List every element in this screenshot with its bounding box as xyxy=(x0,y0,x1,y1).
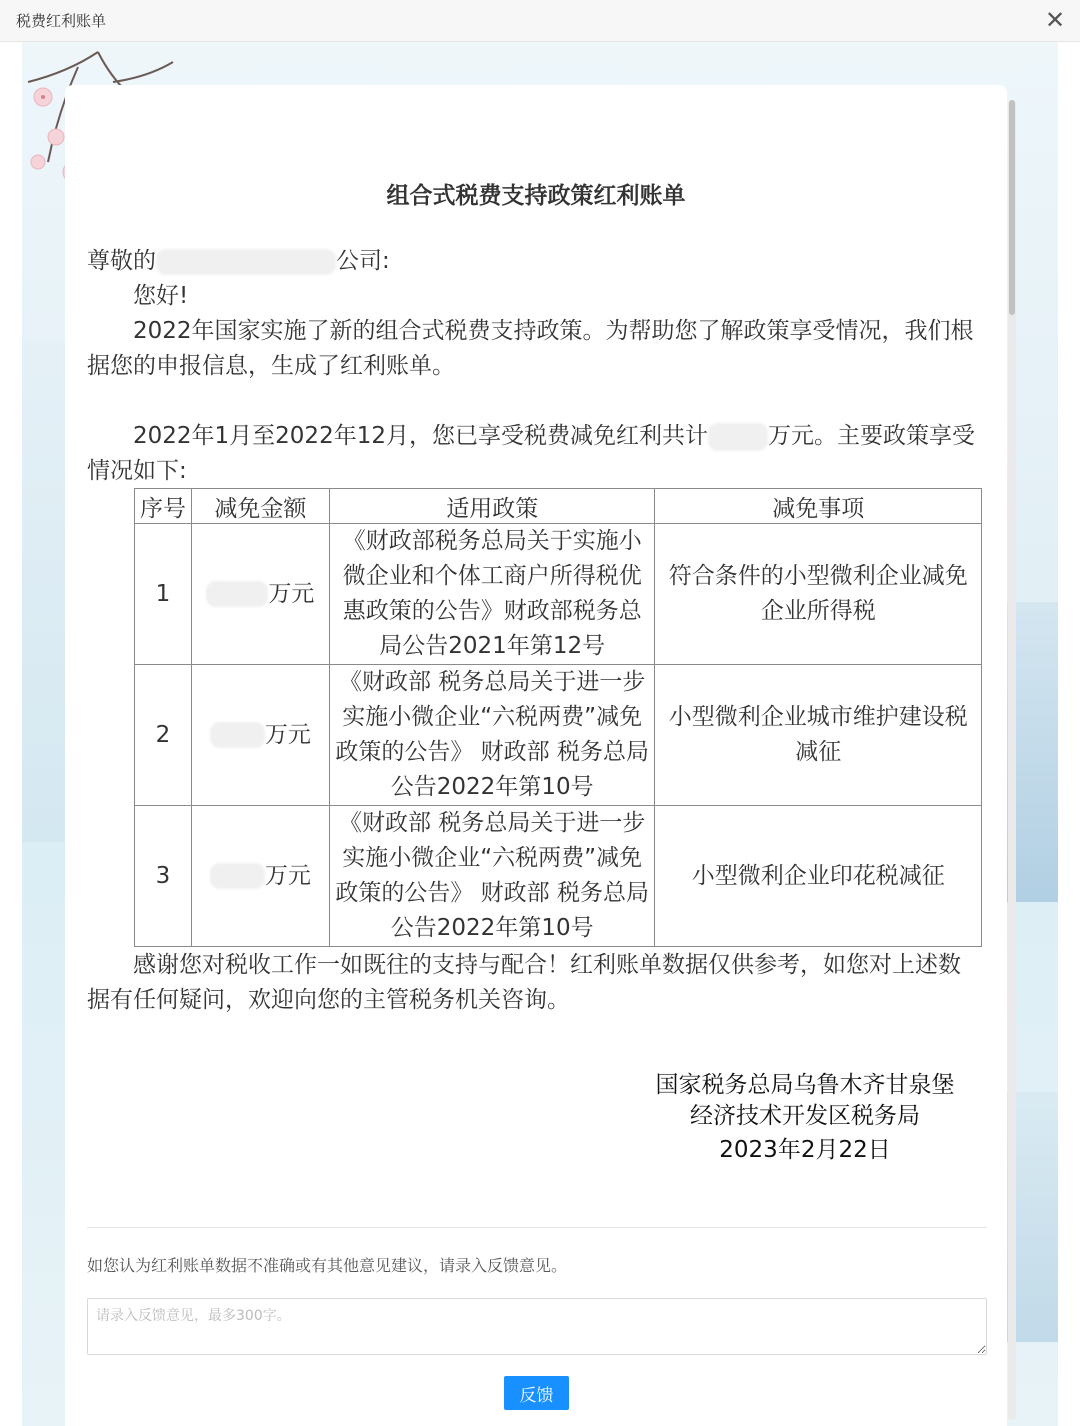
redacted-amount xyxy=(206,581,268,607)
greeting-prefix: 尊敬的 xyxy=(87,248,156,274)
greeting-line xyxy=(87,244,983,279)
window-titlebar xyxy=(0,0,1080,42)
header-policy: 适用政策 xyxy=(329,489,655,524)
hello-line: 您好! xyxy=(133,283,189,309)
row-amount xyxy=(191,665,329,806)
feedback-hint: 如您认为红利账单数据不准确或有其他意见建议，请录入反馈意见。 xyxy=(87,1256,568,1275)
scrollbar[interactable] xyxy=(1008,100,1016,1420)
signature-org-line2: 经济技术开发区税务局 xyxy=(690,1103,920,1129)
feedback-input[interactable] xyxy=(87,1298,987,1355)
intro-paragraph: 2022年国家实施了新的组合式税费支持政策。为帮助您了解政策享受情况，我们根据您的申报信息，生成了红利账单。 xyxy=(87,318,974,379)
close-icon[interactable]: ✕ xyxy=(1044,6,1066,34)
amount-unit: 万元 xyxy=(264,862,311,889)
amount-unit: 万元 xyxy=(264,721,311,748)
table-row xyxy=(135,806,982,947)
feedback-button[interactable]: 反馈 xyxy=(504,1376,569,1410)
summary-before: 2022年1月至2022年12月，您已享受税费减免红利共计 xyxy=(133,423,708,449)
row-item: 小型微利企业城市维护建设税减征 xyxy=(655,665,982,806)
signature-date: 2023年2月22日 xyxy=(719,1137,891,1163)
row-policy: 《财政部 税务总局关于进一步实施小微企业“六税两费”减免政策的公告》 财政部 税务总局公告2022年第10号 xyxy=(329,665,655,806)
scrollbar-thumb[interactable] xyxy=(1009,100,1015,315)
row-no: 3 xyxy=(135,806,192,947)
policy-table xyxy=(134,488,982,947)
table-row xyxy=(135,665,982,806)
greeting-suffix: 公司: xyxy=(336,248,390,274)
row-amount xyxy=(191,524,329,665)
bill-card xyxy=(65,85,1007,1426)
signature-org-line1: 国家税务总局乌鲁木齐甘泉堡 xyxy=(655,1072,955,1098)
row-item: 小型微利企业印花税减征 xyxy=(655,806,982,947)
table-header-row xyxy=(135,489,982,524)
summary-after: 万元。主要政策享受情况如下: xyxy=(87,423,975,484)
row-amount xyxy=(191,806,329,947)
table-row xyxy=(135,524,982,665)
redacted-total-amount xyxy=(708,423,768,451)
row-no: 1 xyxy=(135,524,192,665)
redacted-amount xyxy=(210,722,265,748)
document-title: 组合式税费支持政策红利账单 xyxy=(386,183,686,209)
divider xyxy=(87,1227,987,1228)
header-no: 序号 xyxy=(135,489,192,524)
summary-paragraph xyxy=(87,419,983,489)
row-policy: 《财政部税务总局关于实施小微企业和个体工商户所得税优惠政策的公告》财政部税务总局公告2021年第12号 xyxy=(329,524,655,665)
window-title: 税费红利账单 xyxy=(16,12,107,30)
thanks-paragraph: 感谢您对税收工作一如既往的支持与配合！红利账单数据仅供参考，如您对上述数据有任何疑问，欢迎向您的主管税务机关咨询。 xyxy=(87,952,961,1013)
redacted-company-name xyxy=(156,249,336,275)
amount-unit: 万元 xyxy=(268,580,315,607)
row-no: 2 xyxy=(135,665,192,806)
row-policy: 《财政部 税务总局关于进一步实施小微企业“六税两费”减免政策的公告》 财政部 税务总局公告2022年第10号 xyxy=(329,806,655,947)
redacted-amount xyxy=(210,863,265,889)
row-item: 符合条件的小型微利企业减免企业所得税 xyxy=(655,524,982,665)
header-item: 减免事项 xyxy=(655,489,982,524)
header-amount: 减免金额 xyxy=(191,489,329,524)
